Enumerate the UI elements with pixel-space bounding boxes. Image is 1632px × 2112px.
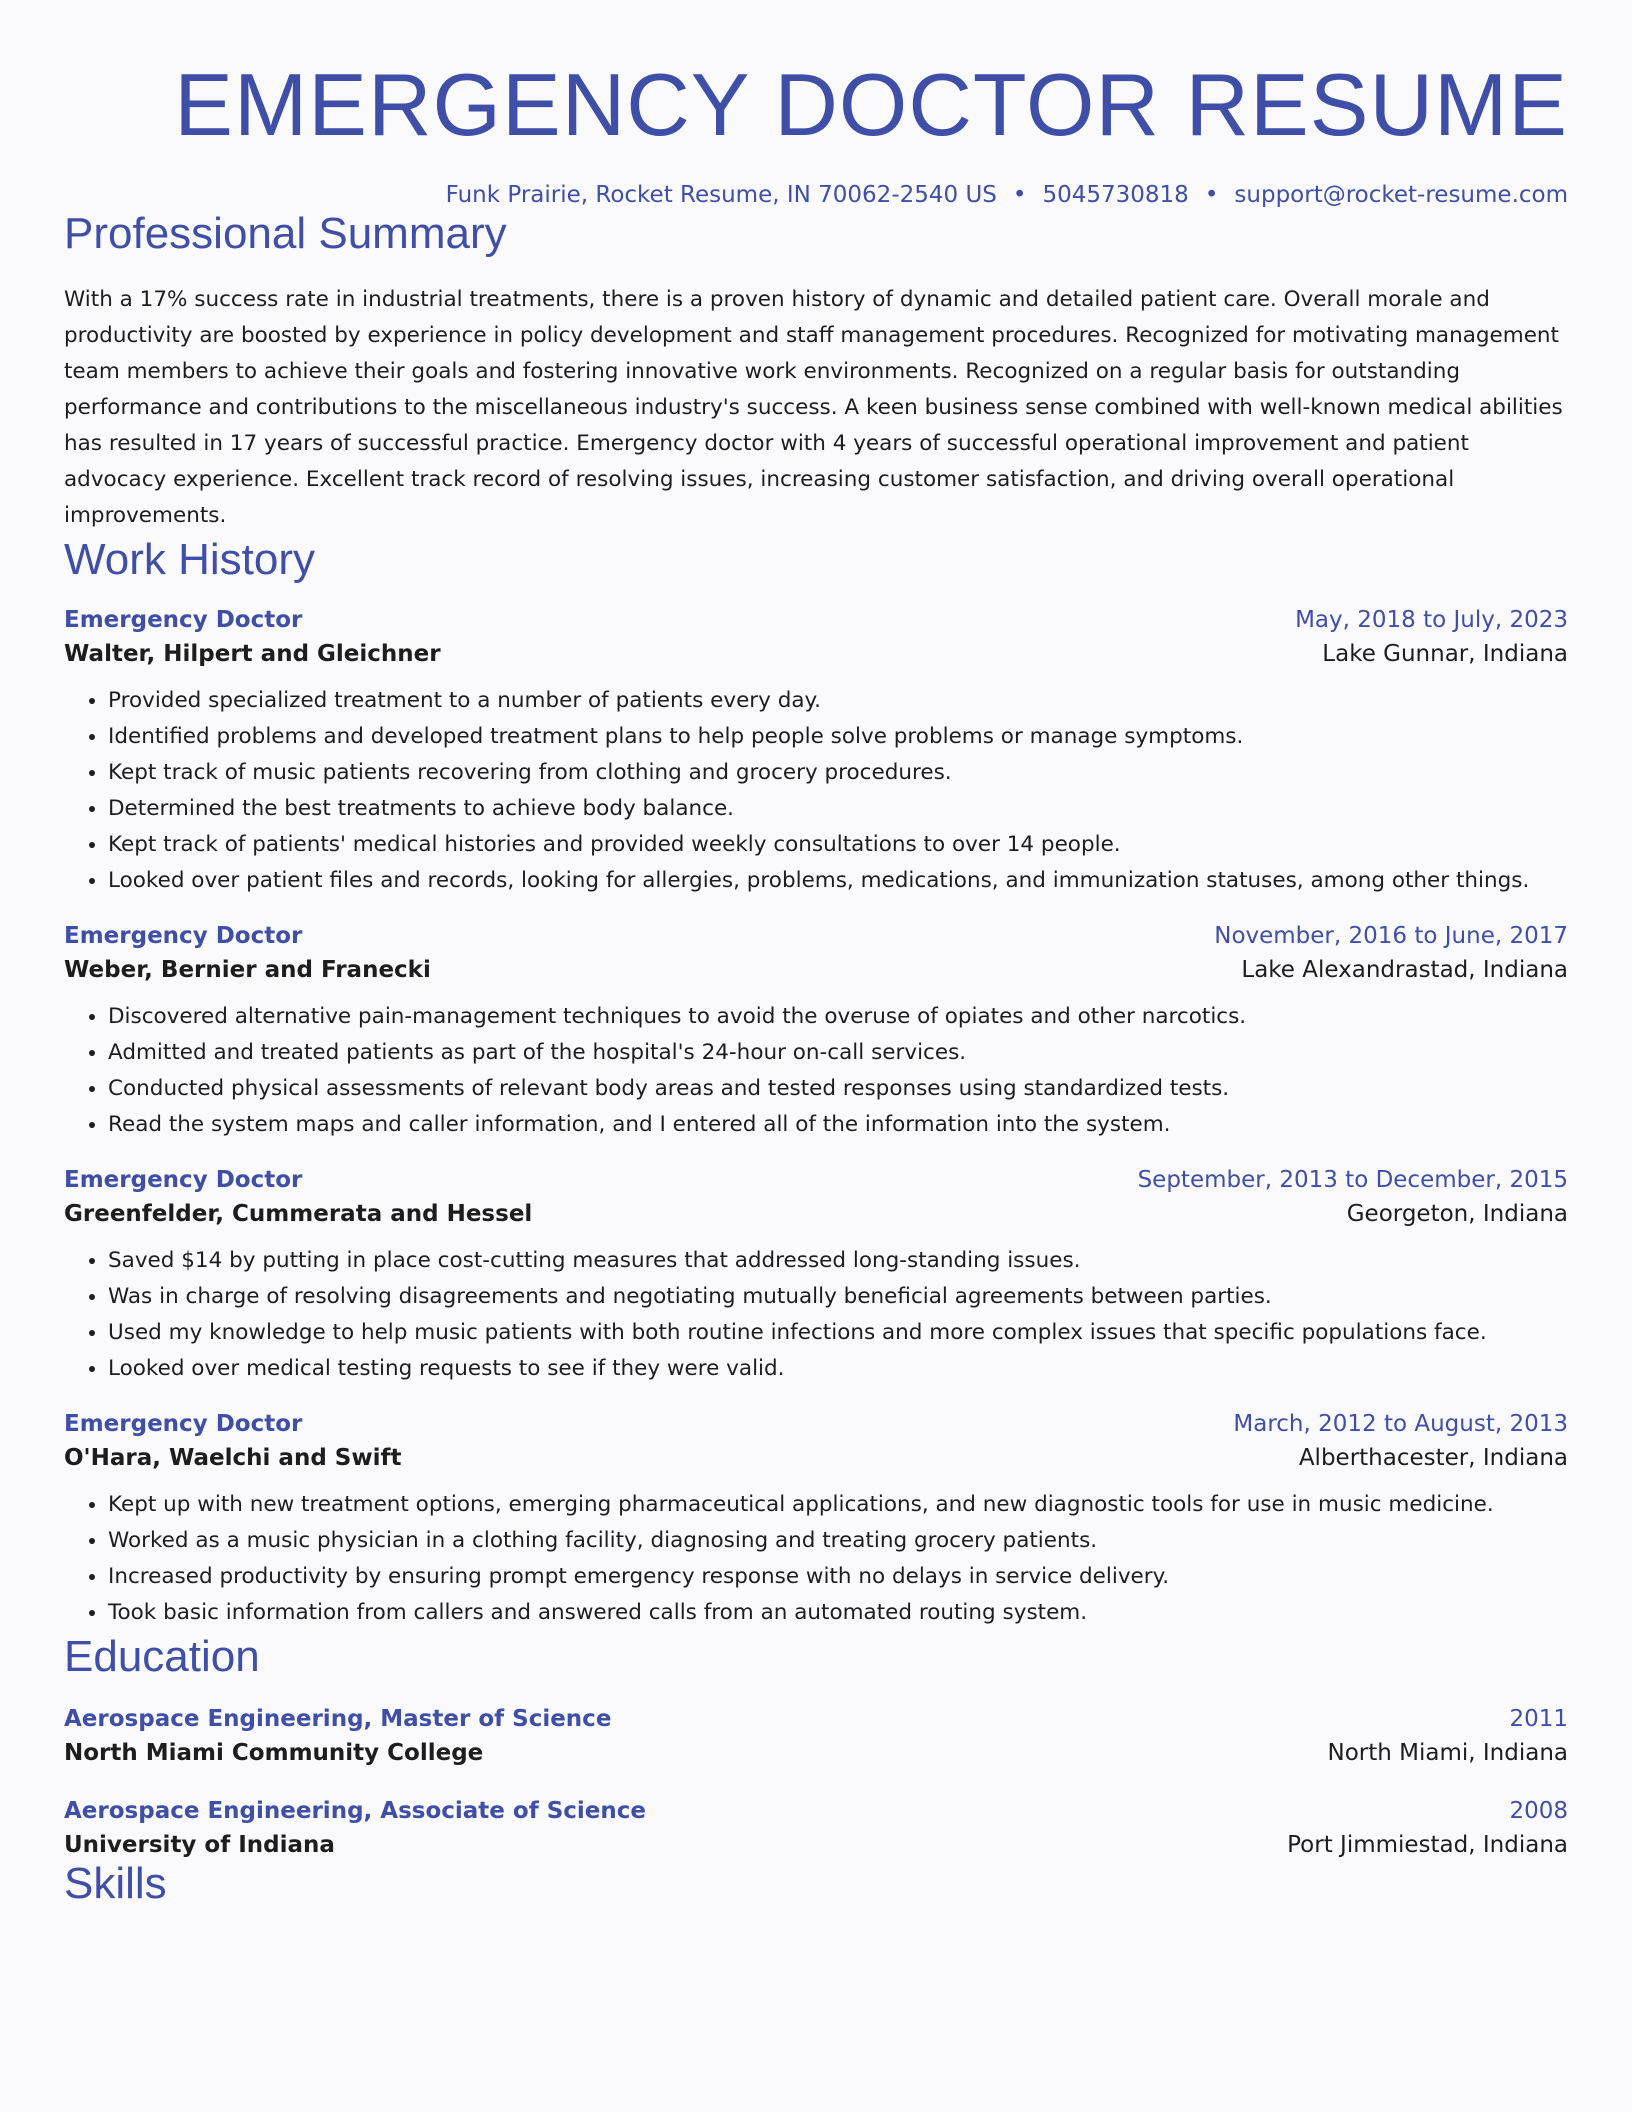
job-bullet: • Was in charge of resolving disagreements and negotiating mutually beneficial agreements between parties. [108,1279,1568,1315]
graduation-year: 2011 [1509,1705,1568,1732]
job-bullets [64,1243,1568,1387]
work-history-list [64,607,1568,1631]
job-bullet: • Provided specialized treatment to a number of patients every day. [108,683,1568,719]
degree-name: Aerospace Engineering, Associate of Science [64,1797,646,1824]
work-history-heading: Work History [64,535,315,585]
job-bullets [64,1487,1568,1631]
job-entry [64,1411,1568,1631]
job-bullet: • Looked over patient files and records, looking for allergies, problems, medications, and immunization statuses, among other things. [108,863,1568,899]
summary-text: With a 17% success rate in industrial treatments, there is a proven history of dynamic and detailed patient care. Overall morale and productivity are boosted by experience in policy development and staff management procedures. Recognized for motivating management team members to achieve their goals and fostering innovative work environments. Recognized on a regular basis for outstanding performance and contributions to the miscellaneous industry's success. A keen business sense combined with well-known medical abilities has resulted in 17 years of successful practice. Emergency doctor with 4 years of successful operational improvement and patient advocacy experience. Excellent track record of resolving issues, increasing customer satisfaction, and driving overall operational improvements. [64,287,1563,529]
job-dates: May, 2018 to July, 2023 [1295,607,1568,634]
graduation-year: 2008 [1509,1797,1568,1824]
job-location: Lake Alexandrastad, Indiana [1241,957,1568,984]
education-heading: Education [64,1632,260,1682]
school-location: Port Jimmiestad, Indiana [1287,1831,1568,1858]
job-location: Alberthacester, Indiana [1298,1445,1568,1472]
job-bullet: • Worked as a music physician in a clothing facility, diagnosing and treating grocery patients. [108,1523,1568,1559]
job-dates: March, 2012 to August, 2013 [1233,1411,1568,1438]
job-bullets [64,999,1568,1143]
company-name: O'Hara, Waelchi and Swift [64,1445,402,1472]
job-bullet: • Read the system maps and caller information, and I entered all of the information into the system. [108,1107,1568,1143]
contact-separator: • [1012,181,1027,208]
company-name: Walter, Hilpert and Gleichner [64,641,441,668]
company-name: Weber, Bernier and Franecki [64,957,431,984]
job-bullet: • Kept track of music patients recovering from clothing and grocery procedures. [108,755,1568,791]
school-name: North Miami Community College [64,1739,484,1766]
job-bullet: • Increased productivity by ensuring prompt emergency response with no delays in service delivery. [108,1559,1568,1595]
contact-line [64,182,1568,208]
job-bullet: • Saved $14 by putting in place cost-cutting measures that addressed long-standing issues. [108,1243,1568,1279]
job-bullet: • Kept track of patients' medical histories and provided weekly consultations to over 14 people. [108,827,1568,863]
job-bullet: • Conducted physical assessments of relevant body areas and tested responses using standardized tests. [108,1071,1568,1107]
contact-separator: • [1204,181,1219,208]
job-title: Emergency Doctor [64,1411,303,1438]
job-entry [64,1167,1568,1387]
contact-phone: 5045730818 [1042,181,1189,208]
job-dates: November, 2016 to June, 2017 [1214,923,1568,950]
job-dates: September, 2013 to December, 2015 [1137,1167,1568,1194]
job-entry [64,923,1568,1143]
job-bullet: • Identified problems and developed treatment plans to help people solve problems or manage symptoms. [108,719,1568,755]
education-entry [64,1706,1568,1766]
job-bullet: • Looked over medical testing requests to see if they were valid. [108,1351,1568,1387]
job-title: Emergency Doctor [64,607,303,634]
job-bullet: • Discovered alternative pain-management techniques to avoid the overuse of opiates and other narcotics. [108,999,1568,1035]
school-name: University of Indiana [64,1831,335,1858]
job-bullet: • Kept up with new treatment options, emerging pharmaceutical applications, and new diagnostic tools for use in music medicine. [108,1487,1568,1523]
education-entry [64,1798,1568,1858]
company-name: Greenfelder, Cummerata and Hessel [64,1201,533,1228]
school-location: North Miami, Indiana [1327,1739,1568,1766]
summary-heading: Professional Summary [64,208,507,258]
job-entry [64,607,1568,899]
job-bullet: • Used my knowledge to help music patients with both routine infections and more complex issues that specific populations face. [108,1315,1568,1351]
job-location: Lake Gunnar, Indiana [1322,641,1568,668]
skills-heading: Skills [64,1858,167,1908]
job-bullet: • Admitted and treated patients as part of the hospital's 24-hour on-call services. [108,1035,1568,1071]
resume-title: EMERGENCY DOCTOR RESUME [174,55,1568,154]
job-location: Georgeton, Indiana [1346,1201,1568,1228]
job-bullet: • Took basic information from callers and answered calls from an automated routing system. [108,1595,1568,1631]
degree-name: Aerospace Engineering, Master of Science [64,1705,612,1732]
job-bullet: • Determined the best treatments to achieve body balance. [108,791,1568,827]
job-title: Emergency Doctor [64,923,303,950]
job-bullets [64,683,1568,899]
contact-address: Funk Prairie, Rocket Resume, IN 70062-2540 US [445,181,997,208]
contact-email: support@rocket-resume.com [1234,181,1568,208]
job-title: Emergency Doctor [64,1167,303,1194]
